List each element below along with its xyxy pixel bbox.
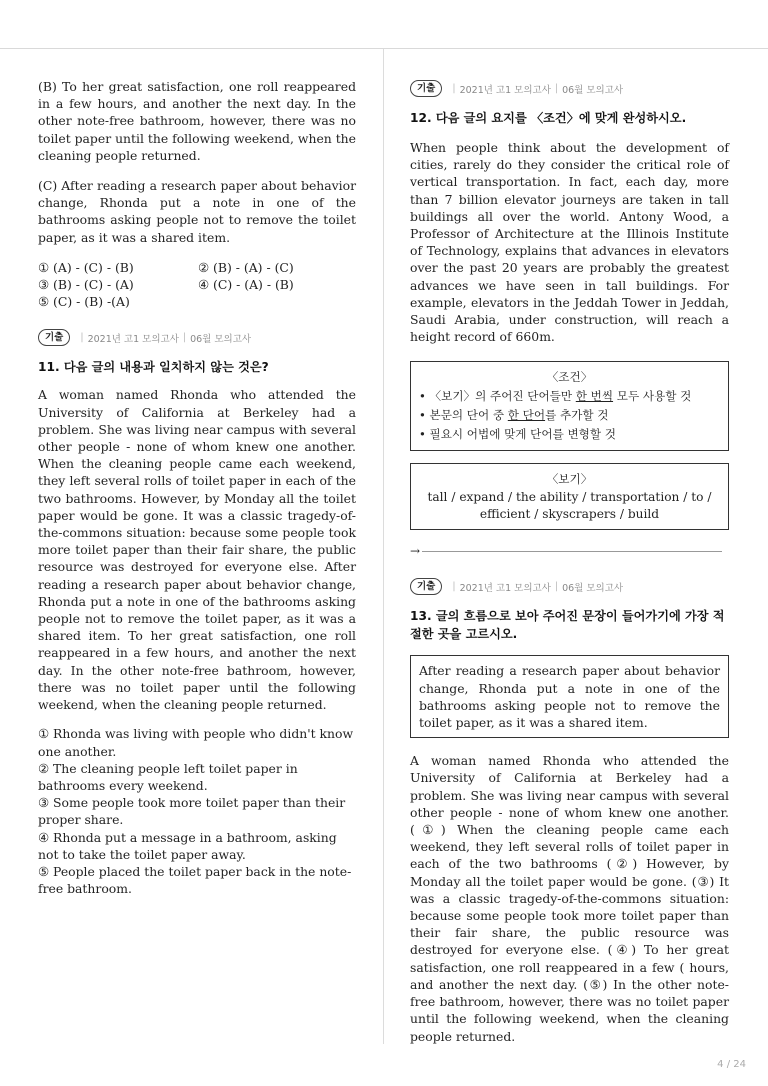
source-year: 2021년 고1 모의고사 [459, 84, 551, 96]
header-rule [0, 48, 768, 49]
q13-source: 기출 | 2021년 고1 모의고사 | 06월 모의고사 [410, 578, 729, 595]
choice-4: ④ Rhonda put a message in a bathroom, asking not to take the toilet paper away. [38, 829, 337, 862]
q13-passage: A woman named Rhonda who attended the University of California at Berkeley had a problem. She was living near campus with several other people - none of whom knew one another. (①) When the cleaning people came each weekend, they left several rolls of toilet paper in each of the two bathrooms (②) However, by Monday all the toilet paper would be gone. (③) It was a classic tragedy-of-the-commons situation: because some people took more toilet paper than their fair share, the public resource was destroyed for everyone else. (④) To her great satisfaction, one roll reappeared in a few ( hours, and another the next day. (⑤) In the other note-free bathroom, however, there was no toilet paper until the following weekend, when the cleaning people returned. [410, 753, 729, 1044]
option-4: ④ (C) - (A) - (B) [198, 277, 294, 293]
column-divider [383, 49, 384, 1044]
conditions-box [410, 361, 729, 451]
q12-title: 12. 다음 글의 요지를 〈조건〉에 맞게 완성하시오. [410, 111, 687, 125]
q11-source: 기출 | 2021년 고1 모의고사 | 06월 모의고사 [38, 329, 356, 346]
q12-source: 기출 | 2021년 고1 모의고사 | 06월 모의고사 [410, 80, 729, 97]
source-month: 06월 모의고사 [190, 333, 252, 345]
source-year: 2021년 고1 모의고사 [87, 333, 179, 345]
q11-passage: A woman named Rhonda who attended the University of California at Berkeley had a problem. She was living near campus with several other people - none of whom knew one another. When the cleaning people came each weekend, they left several rolls of toilet paper in each of the two bathrooms. However, by Monday all the toilet paper would be gone. It was a classic tragedy-of-the-commons situation: because some people took more toilet paper than their fair share, the public resource was destroyed for everyone else. After reading a research paper about behavior change, Rhonda put a note in one of the bathrooms asking people not to remove the toilet paper, as it was a shared item. To her great satisfaction, one roll reappeared in a few hours, and another the next day. In the other note-free bathroom, however, there was no toilet paper until the following weekend, when the cleaning people returned. [38, 387, 356, 713]
left-column [38, 78, 356, 897]
source-year: 2021년 고1 모의고사 [459, 582, 551, 594]
bogi-title: 〈보기〉 [546, 472, 593, 487]
bogi-box [410, 463, 729, 530]
passage-c: (C) After reading a research paper about behavior change, Rhonda put a note in one of the bathrooms asking people not to remove the toilet paper, as it was a shared item. [38, 178, 356, 245]
right-column [410, 80, 729, 1045]
given-sentence: After reading a research paper about behavior change, Rhonda put a note in one of the bathrooms asking people not to remove the toilet paper, as it was a shared item. [419, 663, 720, 731]
option-3: ③ (B) - (C) - (A) [38, 277, 134, 293]
q12-passage: When people think about the development of cities, rarely do they consider the critical role of vertical transportation. In fact, each day, more than 7 billion elevator journeys are taken in tall buildings all over the world. Antony Wood, a Professor of Architecture at the Illinois Institute of Technology, explains that advances in elevators over the past 20 years are probably the greatest advances we have seen in tall buildings. For example, elevators in the Jeddah Tower in Jeddah, Saudi Arabia, under construction, will reach a height record of 660m. [410, 140, 729, 345]
passage-b: (B) To her great satisfaction, one roll reappeared in a few hours, and another the next day. In the other note-free bathroom, however, there was no toilet paper until the following weekend, when the cleaning people returned. [38, 79, 356, 163]
answer-line [410, 544, 729, 558]
past-exam-badge: 기출 [38, 329, 70, 346]
page-number: 4 / 24 [717, 1059, 746, 1070]
condition-1: • 〈보기〉의 주어진 단어들만 한 번씩 모두 사용할 것 [419, 389, 692, 404]
choice-3: ③ Some people took more toilet paper than their proper share. [38, 795, 346, 828]
source-month: 06월 모의고사 [562, 582, 624, 594]
arrow-icon: → [410, 544, 421, 559]
option-1: ① (A) - (C) - (B) [38, 259, 134, 275]
q11-title: 11. 다음 글의 내용과 일치하지 않는 것은? [38, 360, 269, 375]
option-2: ② (B) - (A) - (C) [198, 259, 294, 275]
choice-2: ② The cleaning people left toilet paper in bathrooms every weekend. [38, 760, 298, 793]
bogi-words: tall / expand / the ability / transportation / to / efficient / skyscrapers / build [427, 490, 712, 522]
option-5: ⑤ (C) - (B) -(A) [38, 294, 130, 310]
past-exam-badge: 기출 [410, 80, 442, 97]
order-options [38, 259, 356, 311]
q13-title: 13. 글의 흐름으로 보아 주어진 문장이 들어가기에 가장 적절한 곳을 고르시오. [410, 609, 725, 642]
past-exam-badge: 기출 [410, 578, 442, 595]
given-sentence-box [410, 655, 729, 738]
q11-choices [38, 725, 356, 897]
conditions-title: 〈조건〉 [546, 370, 593, 385]
choice-1: ① Rhonda was living with people who didn't know one another. [38, 726, 354, 759]
condition-2: • 본문의 단어 중 한 단어를 추가할 것 [419, 408, 609, 423]
condition-3: • 필요시 어법에 맞게 단어를 변형할 것 [419, 427, 616, 442]
source-month: 06월 모의고사 [562, 84, 624, 96]
choice-5: ⑤ People placed the toilet paper back in the note-free bathroom. [38, 863, 352, 897]
